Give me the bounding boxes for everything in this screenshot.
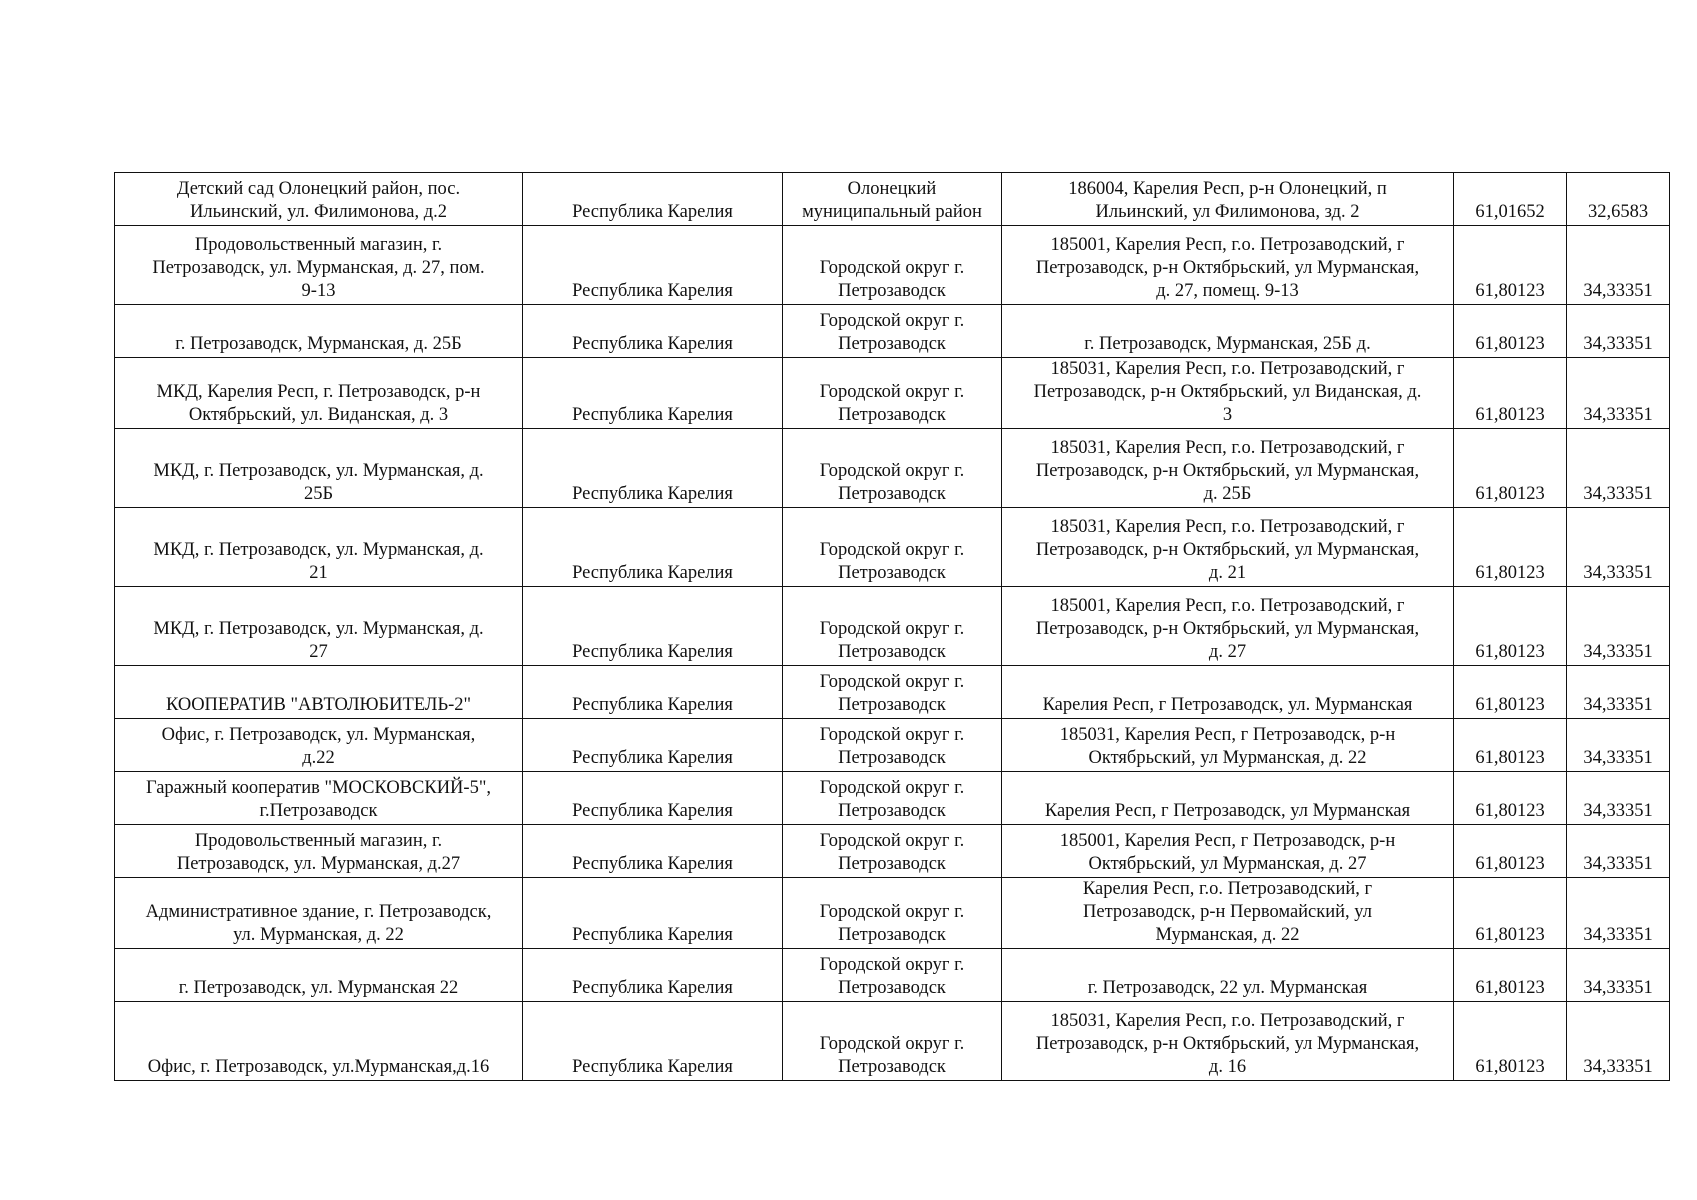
address-cell: 185001, Карелия Респ, г.о. Петрозаводский, г Петрозаводск, р-н Октябрьский, ул Мурманская, д. 27, помещ. 9-13 <box>1002 226 1454 305</box>
latitude-cell: 61,80123 <box>1454 1002 1567 1081</box>
latitude-cell: 61,01652 <box>1454 173 1567 226</box>
address-cell: 186004, Карелия Респ, р-н Олонецкий, п Ильинский, ул Филимонова, зд. 2 <box>1002 173 1454 226</box>
table-row <box>115 226 1670 305</box>
address-cell: 185031, Карелия Респ, г.о. Петрозаводский, г Петрозаводск, р-н Октябрьский, ул Мурманская, д. 25Б <box>1002 429 1454 508</box>
address-cell: 185001, Карелия Респ, г.о. Петрозаводский, г Петрозаводск, р-н Октябрьский, ул Мурманская, д. 27 <box>1002 587 1454 666</box>
latitude-cell: 61,80123 <box>1454 358 1567 429</box>
longitude-cell: 34,33351 <box>1567 587 1670 666</box>
latitude-cell: 61,80123 <box>1454 429 1567 508</box>
region-cell: Республика Карелия <box>523 1002 783 1081</box>
longitude-cell: 34,33351 <box>1567 666 1670 719</box>
longitude-cell: 34,33351 <box>1567 949 1670 1002</box>
table-row <box>115 358 1670 429</box>
municipality-cell: Городской округ г. Петрозаводск <box>783 666 1002 719</box>
longitude-cell: 34,33351 <box>1567 358 1670 429</box>
address-cell: Карелия Респ, г.о. Петрозаводский, г Петрозаводск, р-н Первомайский, ул Мурманская, д. 22 <box>1002 878 1454 949</box>
table-row <box>115 173 1670 226</box>
municipality-cell: Городской округ г. Петрозаводск <box>783 508 1002 587</box>
longitude-cell: 34,33351 <box>1567 226 1670 305</box>
object-name-cell: Продовольственный магазин, г. Петрозаводск, ул. Мурманская, д.27 <box>115 825 523 878</box>
object-name-cell: Офис, г. Петрозаводск, ул.Мурманская,д.16 <box>115 1002 523 1081</box>
address-cell: Карелия Респ, г Петрозаводск, ул Мурманская <box>1002 772 1454 825</box>
table-row <box>115 666 1670 719</box>
table-row <box>115 772 1670 825</box>
municipality-cell: Городской округ г. Петрозаводск <box>783 878 1002 949</box>
table-row <box>115 719 1670 772</box>
object-name-cell: КООПЕРАТИВ "АВТОЛЮБИТЕЛЬ-2" <box>115 666 523 719</box>
address-cell: 185031, Карелия Респ, г.о. Петрозаводский, г Петрозаводск, р-н Октябрьский, ул Мурманская, д. 16 <box>1002 1002 1454 1081</box>
longitude-cell: 34,33351 <box>1567 1002 1670 1081</box>
municipality-cell: Городской округ г. Петрозаводск <box>783 429 1002 508</box>
municipality-cell: Олонецкий муниципальный район <box>783 173 1002 226</box>
object-name-cell: Офис, г. Петрозаводск, ул. Мурманская, д.22 <box>115 719 523 772</box>
address-cell: 185031, Карелия Респ, г.о. Петрозаводский, г Петрозаводск, р-н Октябрьский, ул Виданская, д. 3 <box>1002 358 1454 429</box>
object-name-cell: Продовольственный магазин, г. Петрозаводск, ул. Мурманская, д. 27, пом. 9-13 <box>115 226 523 305</box>
object-name-cell: МКД, г. Петрозаводск, ул. Мурманская, д. 21 <box>115 508 523 587</box>
address-cell: 185031, Карелия Респ, г Петрозаводск, р-н Октябрьский, ул Мурманская, д. 22 <box>1002 719 1454 772</box>
object-name-cell: Административное здание, г. Петрозаводск, ул. Мурманская, д. 22 <box>115 878 523 949</box>
latitude-cell: 61,80123 <box>1454 949 1567 1002</box>
table-row <box>115 949 1670 1002</box>
latitude-cell: 61,80123 <box>1454 772 1567 825</box>
municipality-cell: Городской округ г. Петрозаводск <box>783 825 1002 878</box>
municipality-cell: Городской округ г. Петрозаводск <box>783 772 1002 825</box>
address-cell: 185031, Карелия Респ, г.о. Петрозаводский, г Петрозаводск, р-н Октябрьский, ул Мурманская, д. 21 <box>1002 508 1454 587</box>
table-row <box>115 825 1670 878</box>
latitude-cell: 61,80123 <box>1454 508 1567 587</box>
region-cell: Республика Карелия <box>523 772 783 825</box>
longitude-cell: 34,33351 <box>1567 772 1670 825</box>
latitude-cell: 61,80123 <box>1454 226 1567 305</box>
table-row <box>115 587 1670 666</box>
region-cell: Республика Карелия <box>523 508 783 587</box>
table-row <box>115 508 1670 587</box>
longitude-cell: 34,33351 <box>1567 305 1670 358</box>
municipality-cell: Городской округ г. Петрозаводск <box>783 1002 1002 1081</box>
region-cell: Республика Карелия <box>523 305 783 358</box>
table-row <box>115 429 1670 508</box>
address-cell: 185001, Карелия Респ, г Петрозаводск, р-н Октябрьский, ул Мурманская, д. 27 <box>1002 825 1454 878</box>
municipality-cell: Городской округ г. Петрозаводск <box>783 949 1002 1002</box>
object-name-cell: г. Петрозаводск, ул. Мурманская 22 <box>115 949 523 1002</box>
table-row <box>115 305 1670 358</box>
municipality-cell: Городской округ г. Петрозаводск <box>783 305 1002 358</box>
data-table <box>114 172 1670 1081</box>
longitude-cell: 34,33351 <box>1567 878 1670 949</box>
region-cell: Республика Карелия <box>523 878 783 949</box>
region-cell: Республика Карелия <box>523 226 783 305</box>
latitude-cell: 61,80123 <box>1454 666 1567 719</box>
object-name-cell: Гаражный кооператив "МОСКОВСКИЙ-5", г.Петрозаводск <box>115 772 523 825</box>
region-cell: Республика Карелия <box>523 825 783 878</box>
municipality-cell: Городской округ г. Петрозаводск <box>783 587 1002 666</box>
address-cell: г. Петрозаводск, Мурманская, 25Б д. <box>1002 305 1454 358</box>
latitude-cell: 61,80123 <box>1454 587 1567 666</box>
table-body <box>115 173 1670 1081</box>
longitude-cell: 34,33351 <box>1567 825 1670 878</box>
region-cell: Республика Карелия <box>523 587 783 666</box>
longitude-cell: 34,33351 <box>1567 508 1670 587</box>
region-cell: Республика Карелия <box>523 429 783 508</box>
table-row <box>115 1002 1670 1081</box>
region-cell: Республика Карелия <box>523 719 783 772</box>
address-cell: Карелия Респ, г Петрозаводск, ул. Мурманская <box>1002 666 1454 719</box>
municipality-cell: Городской округ г. Петрозаводск <box>783 358 1002 429</box>
address-cell: г. Петрозаводск, 22 ул. Мурманская <box>1002 949 1454 1002</box>
latitude-cell: 61,80123 <box>1454 719 1567 772</box>
table-row <box>115 878 1670 949</box>
latitude-cell: 61,80123 <box>1454 825 1567 878</box>
object-name-cell: МКД, г. Петрозаводск, ул. Мурманская, д. 25Б <box>115 429 523 508</box>
region-cell: Республика Карелия <box>523 173 783 226</box>
municipality-cell: Городской округ г. Петрозаводск <box>783 226 1002 305</box>
latitude-cell: 61,80123 <box>1454 878 1567 949</box>
region-cell: Республика Карелия <box>523 949 783 1002</box>
latitude-cell: 61,80123 <box>1454 305 1567 358</box>
object-name-cell: МКД, Карелия Респ, г. Петрозаводск, р-н Октябрьский, ул. Виданская, д. 3 <box>115 358 523 429</box>
longitude-cell: 34,33351 <box>1567 429 1670 508</box>
object-name-cell: МКД, г. Петрозаводск, ул. Мурманская, д. 27 <box>115 587 523 666</box>
object-name-cell: г. Петрозаводск, Мурманская, д. 25Б <box>115 305 523 358</box>
region-cell: Республика Карелия <box>523 666 783 719</box>
municipality-cell: Городской округ г. Петрозаводск <box>783 719 1002 772</box>
longitude-cell: 34,33351 <box>1567 719 1670 772</box>
region-cell: Республика Карелия <box>523 358 783 429</box>
longitude-cell: 32,6583 <box>1567 173 1670 226</box>
object-name-cell: Детский сад Олонецкий район, пос. Ильинский, ул. Филимонова, д.2 <box>115 173 523 226</box>
